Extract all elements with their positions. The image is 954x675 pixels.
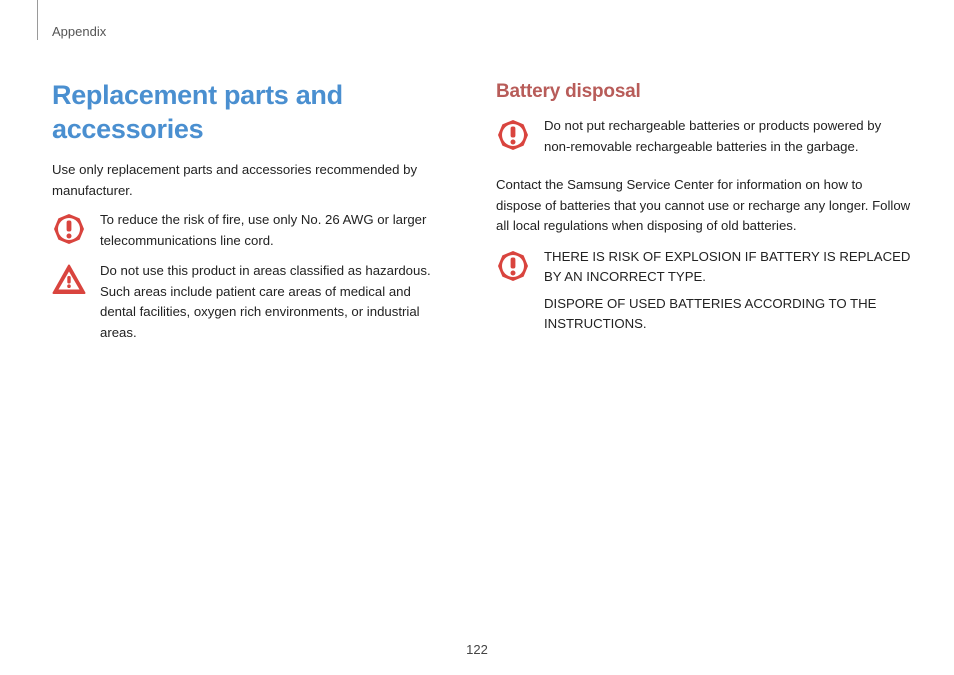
notice-text: THERE IS RISK OF EXPLOSION IF BATTERY IS REPLACED BY AN INCORRECT TYPE. (544, 248, 911, 284)
explosion-caution-notice (496, 247, 911, 335)
notice-text: Do not put rechargeable batteries or products powered by non-removable rechargeable batteries in the garbage. (544, 118, 882, 154)
fire-caution-notice (52, 210, 444, 251)
battery-caution-notice (496, 116, 911, 157)
section-title: Battery disposal (496, 81, 641, 102)
notice-text: Do not use this product in areas classified as hazardous. Such areas include patient care areas of medical and dental facilities, oxygen rich environments, or industrial areas. (100, 263, 431, 340)
right-column (496, 78, 911, 335)
warning-triangle-icon (52, 263, 86, 297)
hazard-warning-notice (52, 261, 444, 343)
contact-paragraph: Contact the Samsung Service Center for information on how to dispose of batteries that you cannot use or recharge any longer. Follow all local regulations when disposing of old batteries. (496, 177, 911, 233)
page-number: 122 (466, 642, 488, 657)
caution-icon (496, 249, 530, 283)
margin-rule (37, 0, 38, 40)
intro-paragraph: Use only replacement parts and accessories recommended by manufacturer. (52, 162, 418, 198)
notice-text: DISPORE OF USED BATTERIES ACCORDING TO THE INSTRUCTIONS. (544, 295, 877, 331)
page-title: Replacement parts and accessories (52, 80, 343, 144)
notice-text: To reduce the risk of fire, use only No. 26 AWG or larger telecommunications line cord. (100, 212, 427, 248)
left-column (52, 78, 444, 343)
caution-icon (52, 212, 86, 246)
section-label: Appendix (52, 24, 107, 39)
caution-icon (496, 118, 530, 152)
